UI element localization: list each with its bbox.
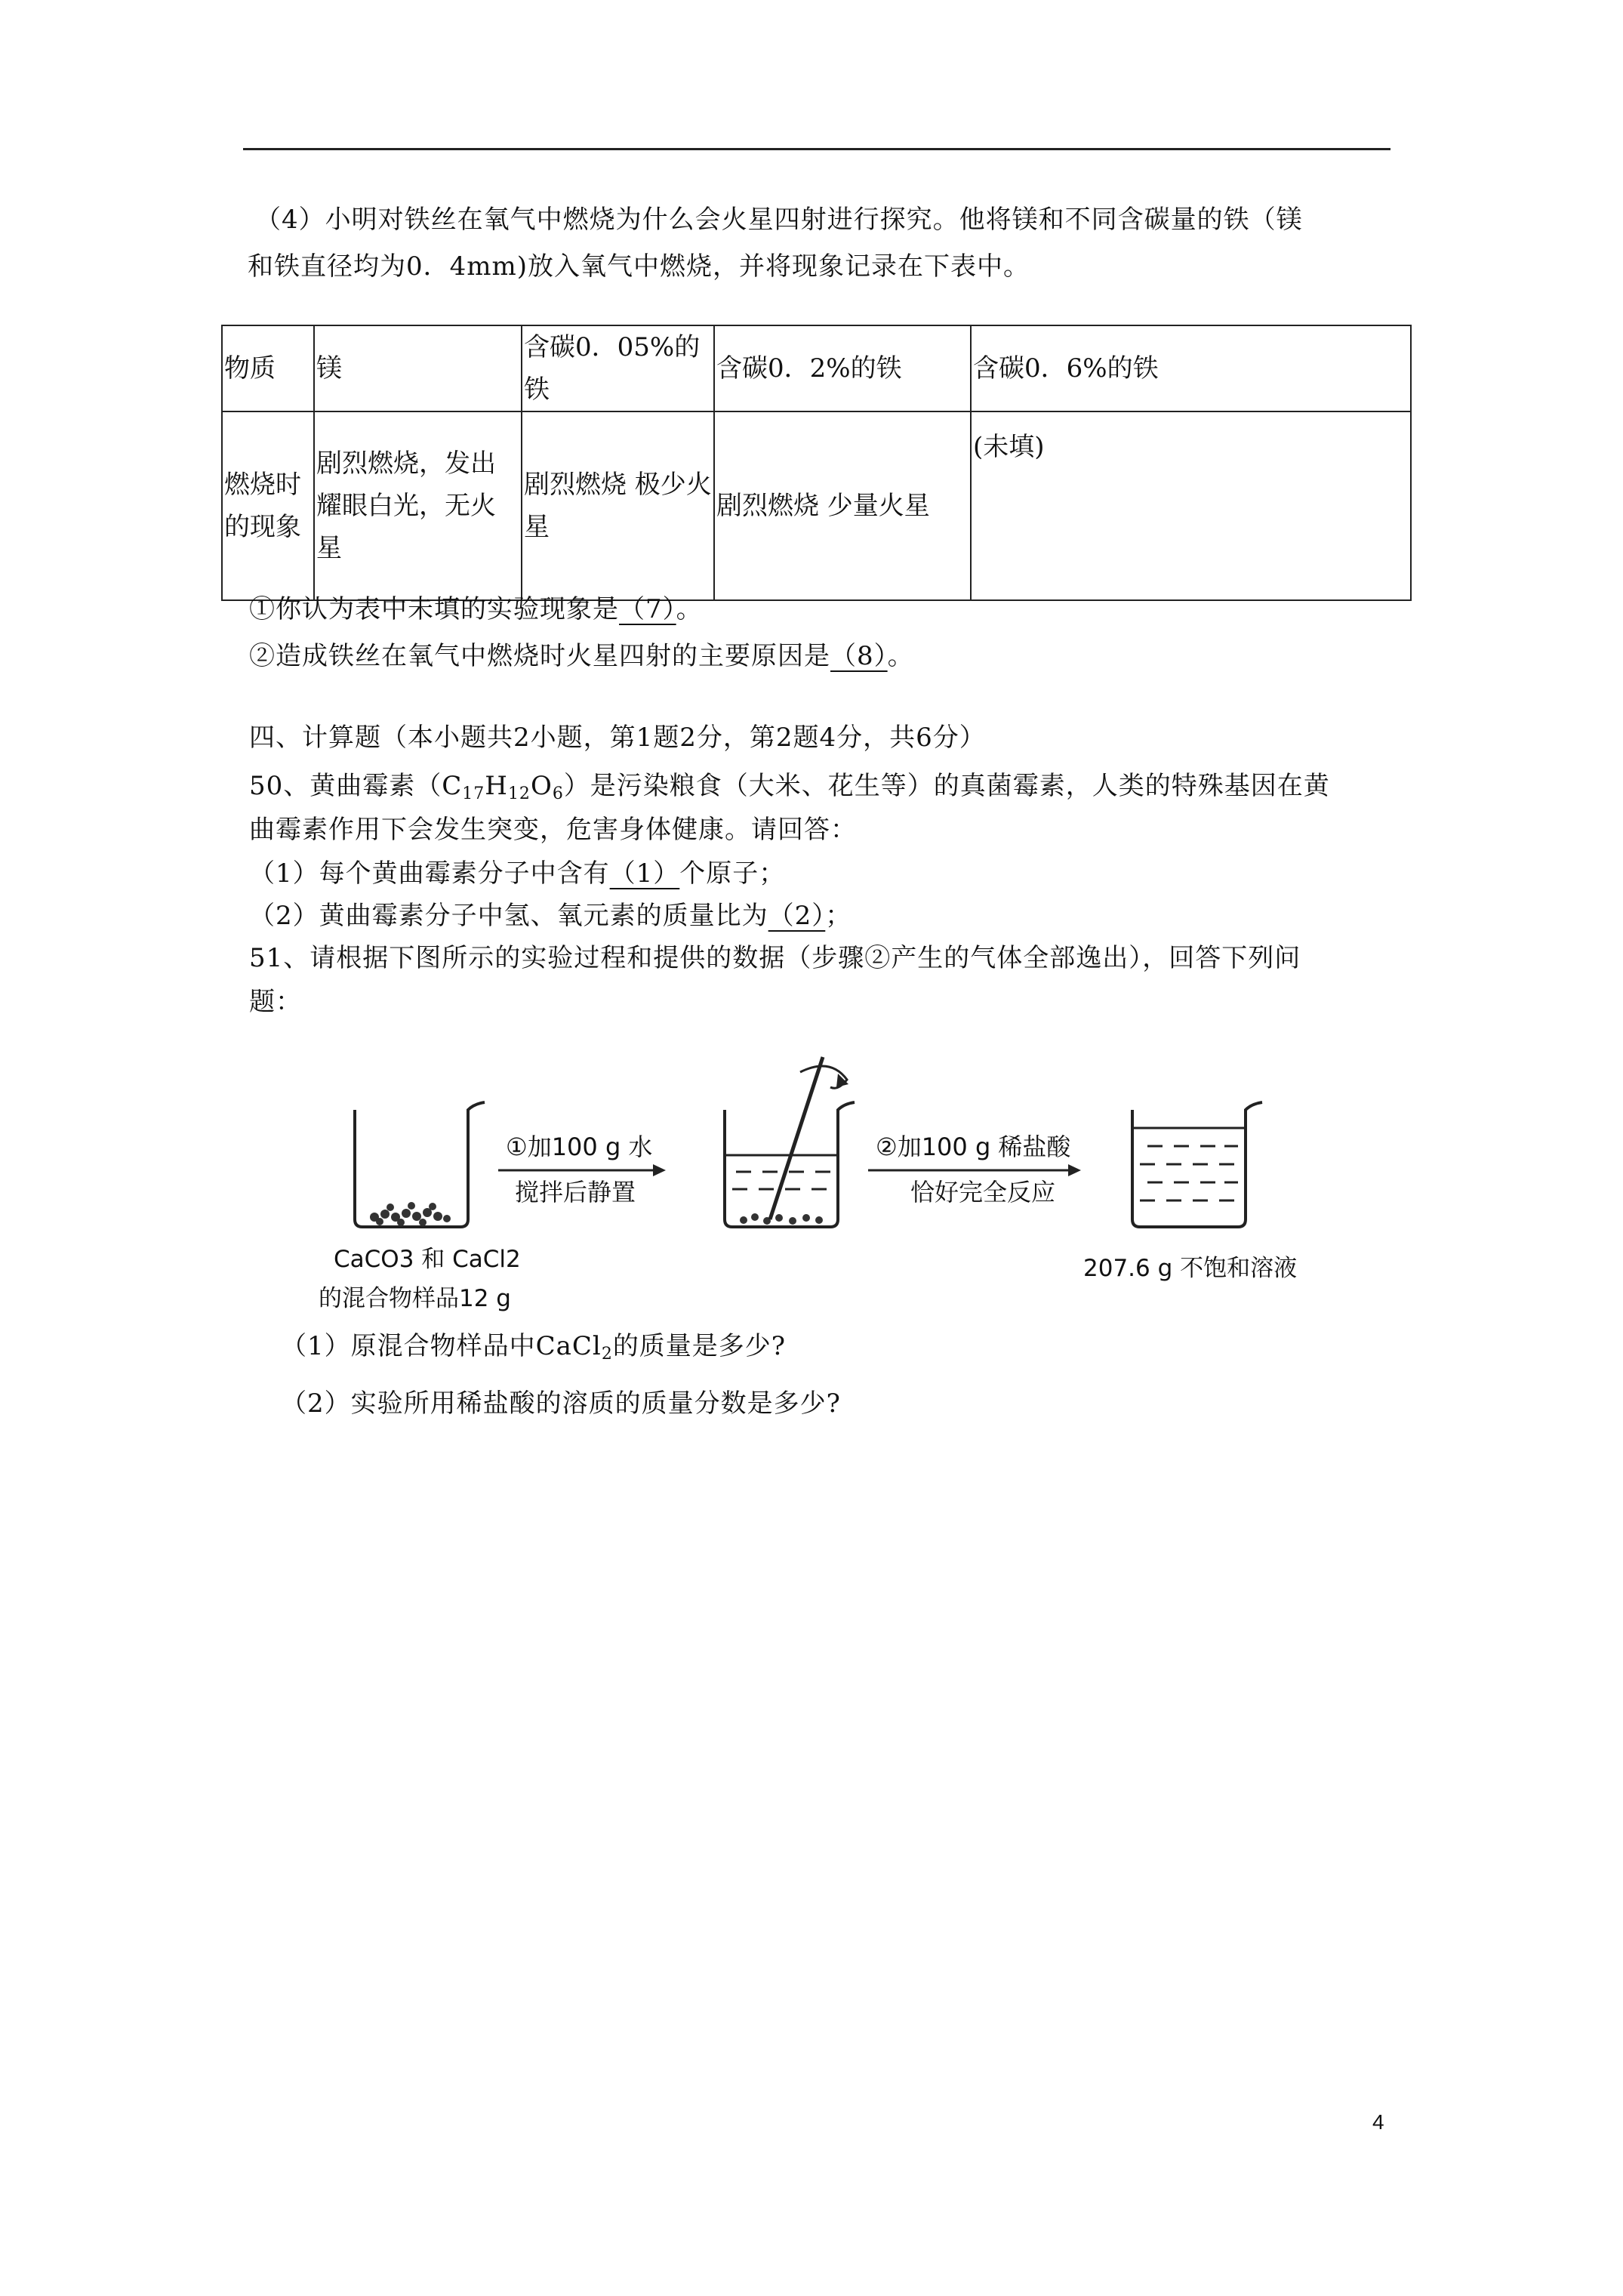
q51-line2: 题： [249,987,302,1017]
q51-part2: （2）实验所用稀盐酸的溶质的质量分数是多少? [281,1388,841,1419]
step1-sublabel: 搅拌后静置 [515,1178,636,1207]
table-header-row [222,325,1411,411]
subscript: 6 [552,784,564,803]
table-cell: (未填) [971,411,1411,600]
table-header: 含碳0．2%的铁 [714,325,971,411]
sediment-icon [740,1213,823,1225]
subscript: 12 [507,784,531,803]
question-7-text: ①你认为表中未填的实验现象是 [249,594,619,624]
arrow-head-icon [653,1164,666,1176]
q50-part1-text: （1）每个黄曲霉素分子中含有 [249,858,610,889]
stirring-rod-icon [770,1057,823,1219]
q51-part1-text: （1）原混合物样品中CaCl [281,1331,602,1361]
question-8-text: ②造成铁丝在氧气中燃烧时火星四射的主要原因是 [249,641,830,671]
q4-line2: 和铁直径均为0．4mm)放入氧气中燃烧，并将现象记录在下表中。 [248,251,1030,282]
answer-blank-q50-2: （2） [768,901,826,931]
q50-part2-suffix: ； [825,901,852,931]
beaker-sample-icon [355,1102,485,1227]
section-4-title: 四、计算题（本小题共2小题，第1题2分，第2题4分，共6分） [249,723,986,753]
table-cell: 剧烈燃烧 少量火星 [714,411,971,600]
q50-intro-line2: 曲霉素作用下会发生突变，危害身体健康。请回答： [249,815,857,845]
question-8-suffix: 。 [887,641,914,671]
sample-caption-line2: 的混合物样品12 g [319,1285,511,1312]
step2-label: ②加100 g 稀盐酸 [876,1133,1071,1161]
sample-caption-line1: CaCO3 和 CaCl2 [334,1246,521,1273]
question-8 [249,631,914,681]
table-row-label: 燃烧时的现象 [222,411,314,600]
table-header: 镁 [314,325,522,411]
q50-intro-a: 50、黄曲霉素（C [249,771,463,801]
table-header: 含碳0．6%的铁 [971,325,1411,411]
answer-blank-7: （7） [619,594,676,624]
q50-intro-b: ）是污染粮食（大米、花生等）的真菌霉素，人类的特殊基因在黄 [563,771,1330,801]
q51-part1 [281,1321,786,1379]
table-header: 含碳0．05%的铁 [522,325,714,411]
question-7 [249,584,703,634]
question-7-suffix: 。 [676,594,703,624]
subscript: 17 [462,784,485,803]
step2-sublabel: 恰好完全反应 [910,1178,1056,1207]
table-row [222,411,1411,600]
header-rule [243,148,1390,150]
observation-table [221,325,1412,601]
answer-blank-q50-1: （1） [609,858,680,889]
experiment-diagram [310,1049,1321,1321]
element-h: H [485,771,508,801]
table-cell: 剧烈燃烧 极少火星 [522,411,714,600]
solid-particles-icon [370,1202,451,1226]
answer-blank-8: （8） [830,641,888,671]
element-o: O [530,771,553,801]
q50-part2-text: （2）黄曲霉素分子中氢、氧元素的质量比为 [249,901,768,931]
q50-part1-suffix: 个原子； [679,858,786,889]
subscript: 2 [601,1345,613,1364]
table-header: 物质 [222,325,314,411]
step1-label: ①加100 g 水 [506,1133,653,1161]
solution-dashes-icon [1134,1128,1244,1200]
result-caption: 207.6 g 不饱和溶液 [1083,1255,1298,1282]
q51-part1-suffix: 的质量是多少? [612,1331,787,1361]
table-cell: 剧烈燃烧，发出 耀眼白光，无火星 [314,411,522,600]
arrow-head-icon [1068,1164,1081,1176]
q51-line1: 51、请根据下图所示的实验过程和提供的数据（步骤②产生的气体全部逸出），回答下列问 [249,943,1301,973]
page-number: 4 [1372,2110,1384,2134]
q4-line1: （4）小明对铁丝在氧气中燃烧为什么会火星四射进行探究。他将镁和不同含碳量的铁（镁 [255,205,1303,235]
